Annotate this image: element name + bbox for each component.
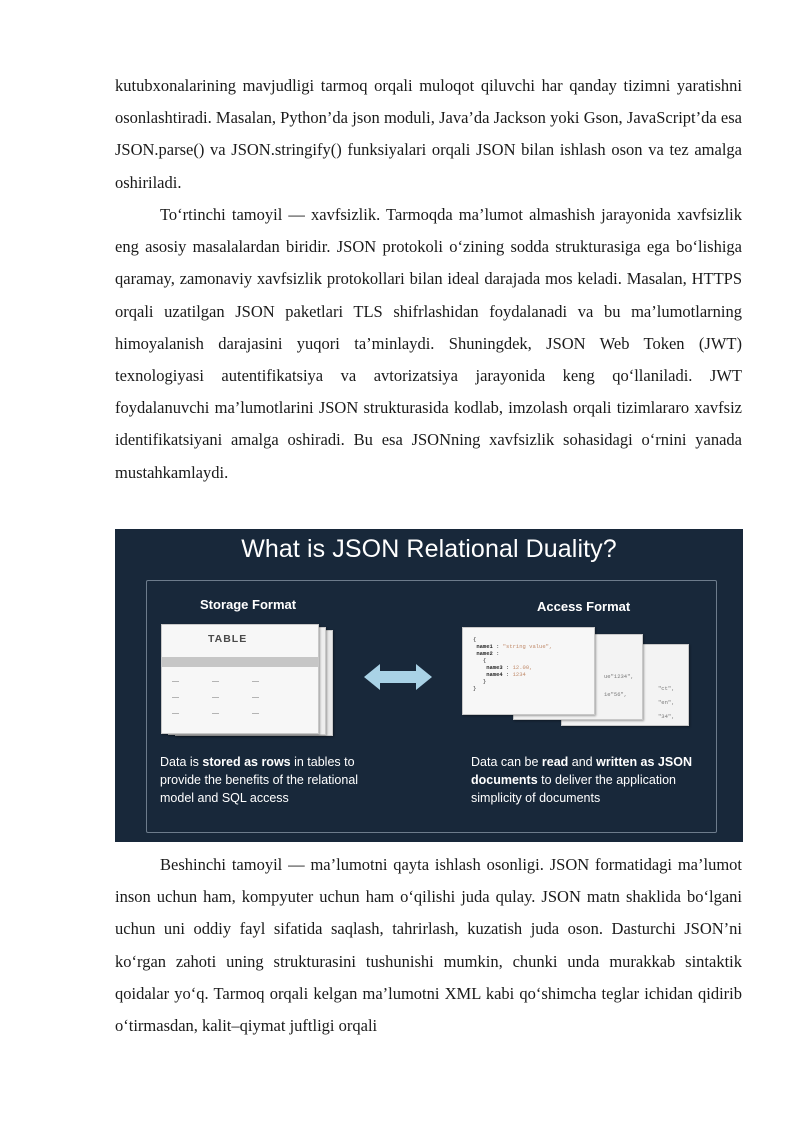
- json-code-snippet: { name1 : "string value", name2 : { name3 : 12.00, name4 : 1234 } }: [473, 636, 553, 692]
- paragraph-security-principle: To‘rtinchi tamoyil — xavfsizlik. Tarmoqda ma’lumot almashish jarayonida xavfsizlik eng asosiy masalalardan biridir. JSON protokoli o‘zining sodda strukturasiga ega bo‘lishiga qaramay, zamonaviy xavfsizlik protokollari bilan ideal darajada mos keladi. Masalan, HTTPS orqali uzatilgan JSON paketlari TLS shifrlashidan foydalanadi va bu ma’lumotlarning himoyalanish darajasini yuqori ta’minlaydi. Shuningdek, JSON Web Token (JWT) texnologiyasi autentifikatsiya va avtorizatsiya jarayonida keng qo‘llaniladi. JWT foydalanuvchi ma’lumotlarini JSON strukturasida kodlab, imzolash orqali tizimlararo xavfsiz identifikatsiyani amalga oshiradi. Bu esa JSONning xavfsizlik sohasidagi o‘rnini yanada mustahkamlaydi.: [115, 205, 742, 482]
- table-cell-dash: [252, 697, 259, 698]
- code-fragment: "34",: [658, 713, 675, 720]
- storage-caption: Data is stored as rows in tables to provide the benefits of the relational model and SQL access: [160, 755, 359, 805]
- code-fragment: 1e"56",: [604, 691, 628, 698]
- table-label: TABLE: [208, 633, 248, 645]
- table-cell-dash: [212, 681, 219, 682]
- table-cell-dash: [252, 681, 259, 682]
- json-document-front: [462, 627, 595, 715]
- code-fragment: "ct",: [658, 685, 675, 692]
- storage-format-heading: Storage Format: [200, 597, 297, 612]
- access-format-heading: Access Format: [537, 599, 631, 614]
- figure-title: What is JSON Relational Duality?: [241, 535, 617, 563]
- code-fragment: "en",: [658, 699, 675, 706]
- code-fragment: ue"1234",: [604, 673, 634, 680]
- table-cell-dash: [172, 713, 179, 714]
- table-cell-dash: [172, 697, 179, 698]
- table-cell-dash: [172, 681, 179, 682]
- paragraph-processing-ease-principle: Beshinchi tamoyil — ma’lumotni qayta ishlash osonligi. JSON formatidagi ma’lumot inson uchun ham, kompyuter uchun ham o‘qilishi juda qulay. JSON matn shaklida bo‘lgani uchun uni oddiy fayl sifatida saqlash, tahrirlash, kuzatish juda oson. Dasturchi JSON’ni ko‘rgan zahoti uning strukturasini tushunishi mumkin, chunki unda murakkab sintaktik qoidalar yo‘q. Tarmoq orqali kelgan ma’lumotni XML kabi qo‘shimcha teglar ichidan qidirib o‘tirmasdan, kalit–qiymat juftligi orqali: [115, 855, 742, 1036]
- json-relational-duality-figure: [115, 529, 743, 842]
- table-header-row: [162, 657, 318, 667]
- paragraph-library-support: kutubxonalarining mavjudligi tarmoq orqali muloqot qiluvchi har qanday tizimni yaratishni osonlashtiradi. Masalan, Python’da json moduli, Java’da Jackson yoki Gson, JavaScript’da esa JSON.parse() va JSON.stringify() funksiyalari orqali JSON bilan ishlash oson va tez amalga oshiriladi.: [115, 76, 742, 192]
- table-cell-dash: [212, 713, 219, 714]
- table-sheet-front: [161, 624, 319, 734]
- table-cell-dash: [212, 697, 219, 698]
- access-caption: Data can be read and written as JSON documents to deliver the application simplicity of documents: [471, 755, 692, 805]
- double-arrow-icon: [362, 661, 434, 693]
- table-cell-dash: [252, 713, 259, 714]
